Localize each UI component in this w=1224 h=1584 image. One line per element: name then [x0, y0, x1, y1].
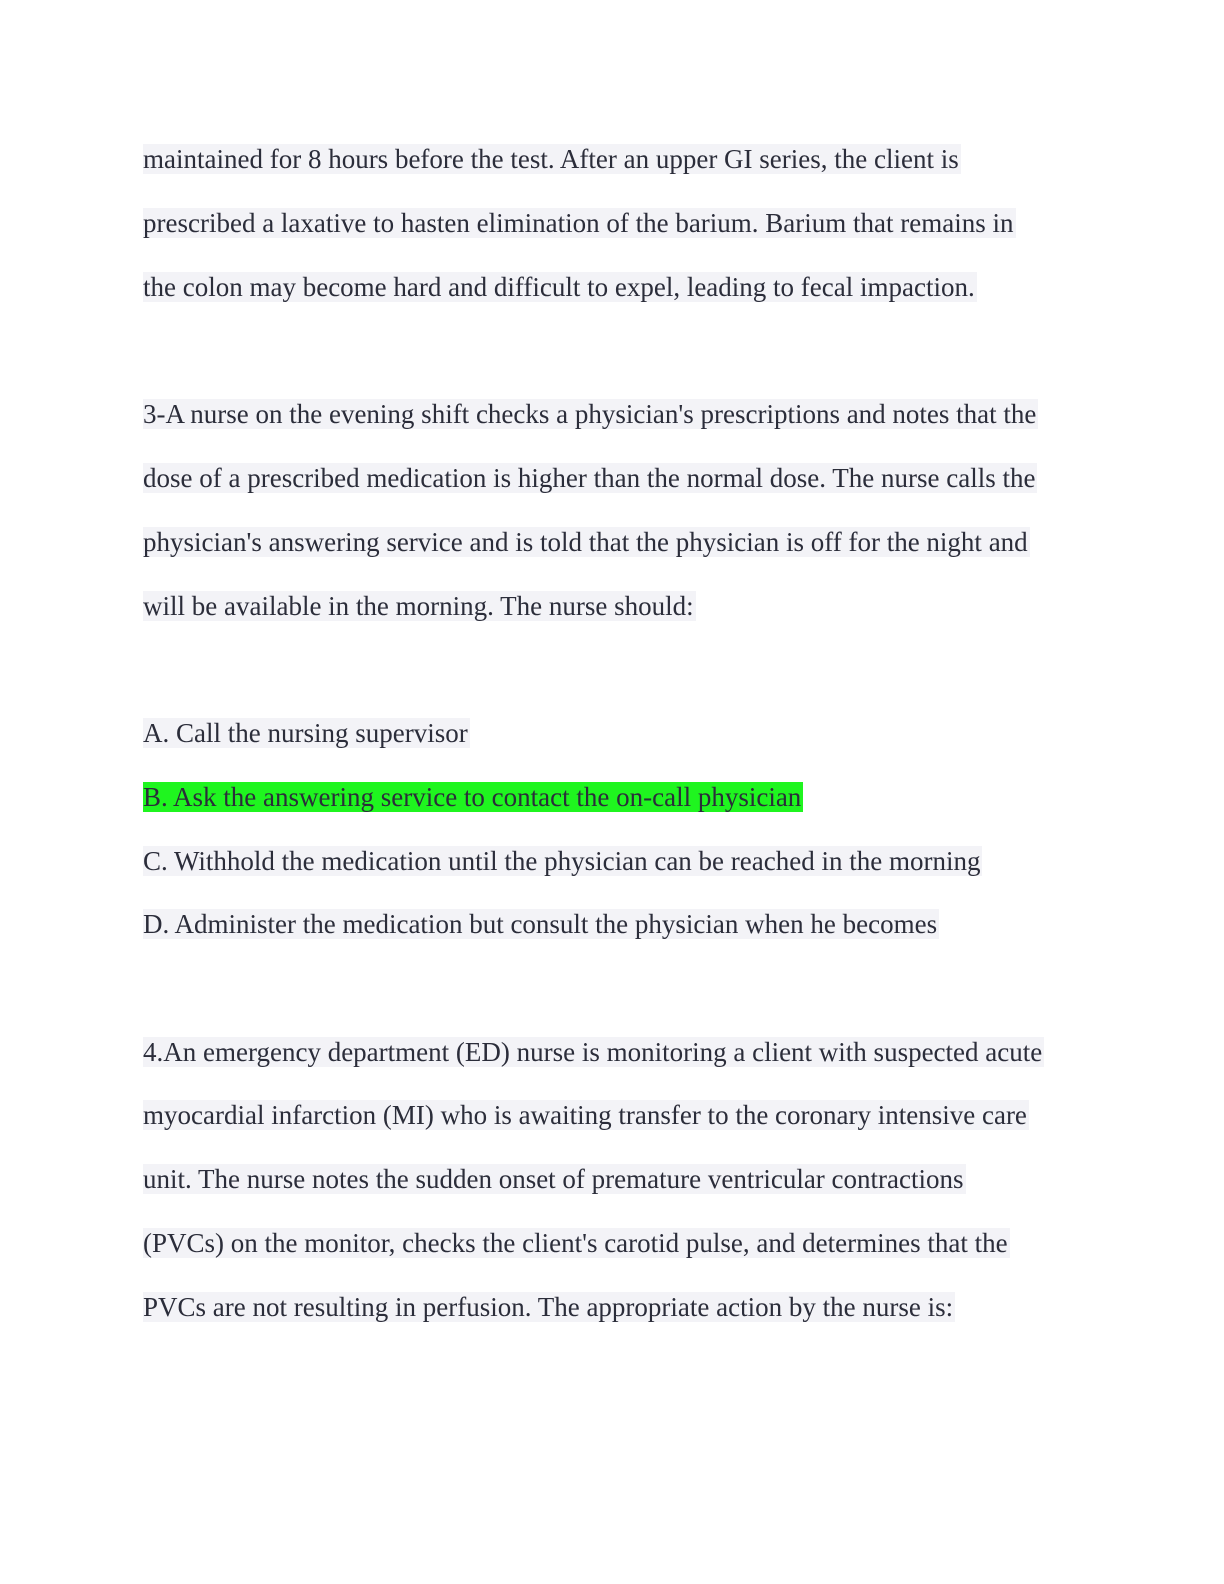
text-line-content: dose of a prescribed medication is higher than the normal dose. The nurse calls the: [143, 463, 1036, 493]
option-a-text: A. Call the nursing supervisor: [143, 718, 468, 748]
option-c: [143, 843, 982, 879]
option-d-text: D. Administer the medication but consult the physician when he becomes: [143, 909, 938, 939]
option-a: [143, 715, 470, 751]
option-b-text: B. Ask the answering service to contact the on-call physician: [143, 782, 802, 812]
text-line-content: unit. The nurse notes the sudden onset of premature ventricular contractions: [143, 1164, 964, 1194]
question-4-line: [143, 1225, 1010, 1261]
question-3-line: [143, 588, 696, 624]
text-line: [143, 205, 1016, 241]
text-line-content: maintained for 8 hours before the test. After an upper GI series, the client is: [143, 144, 959, 174]
question-3-line: [143, 460, 1037, 496]
question-3-line: [143, 524, 1030, 560]
text-line-content: 3-A nurse on the evening shift checks a physician's prescriptions and notes that the: [143, 399, 1037, 429]
option-d: [143, 906, 939, 942]
question-4-line: [143, 1161, 966, 1197]
text-line-content: (PVCs) on the monitor, checks the client's carotid pulse, and determines that the: [143, 1228, 1008, 1258]
text-line-content: the colon may become hard and difficult to expel, leading to fecal impaction.: [143, 272, 975, 302]
text-line-content: 4.An emergency department (ED) nurse is monitoring a client with suspected acute: [143, 1037, 1043, 1067]
text-line-content: will be available in the morning. The nurse should:: [143, 591, 694, 621]
text-line-content: prescribed a laxative to hasten elimination of the barium. Barium that remains in: [143, 208, 1014, 238]
option-b-correct: [143, 779, 803, 815]
text-line-content: myocardial infarction (MI) who is awaiting transfer to the coronary intensive care: [143, 1100, 1027, 1130]
text-line: [143, 141, 961, 177]
question-4-line: [143, 1097, 1029, 1133]
text-line: [143, 269, 977, 305]
text-line-content: physician's answering service and is told that the physician is off for the night and: [143, 527, 1028, 557]
question-3-line: [143, 396, 1038, 432]
question-4-line: [143, 1289, 955, 1325]
question-4-line: [143, 1034, 1044, 1070]
text-line-content: PVCs are not resulting in perfusion. The appropriate action by the nurse is:: [143, 1292, 954, 1322]
option-c-text: C. Withhold the medication until the physician can be reached in the morning: [143, 846, 981, 876]
